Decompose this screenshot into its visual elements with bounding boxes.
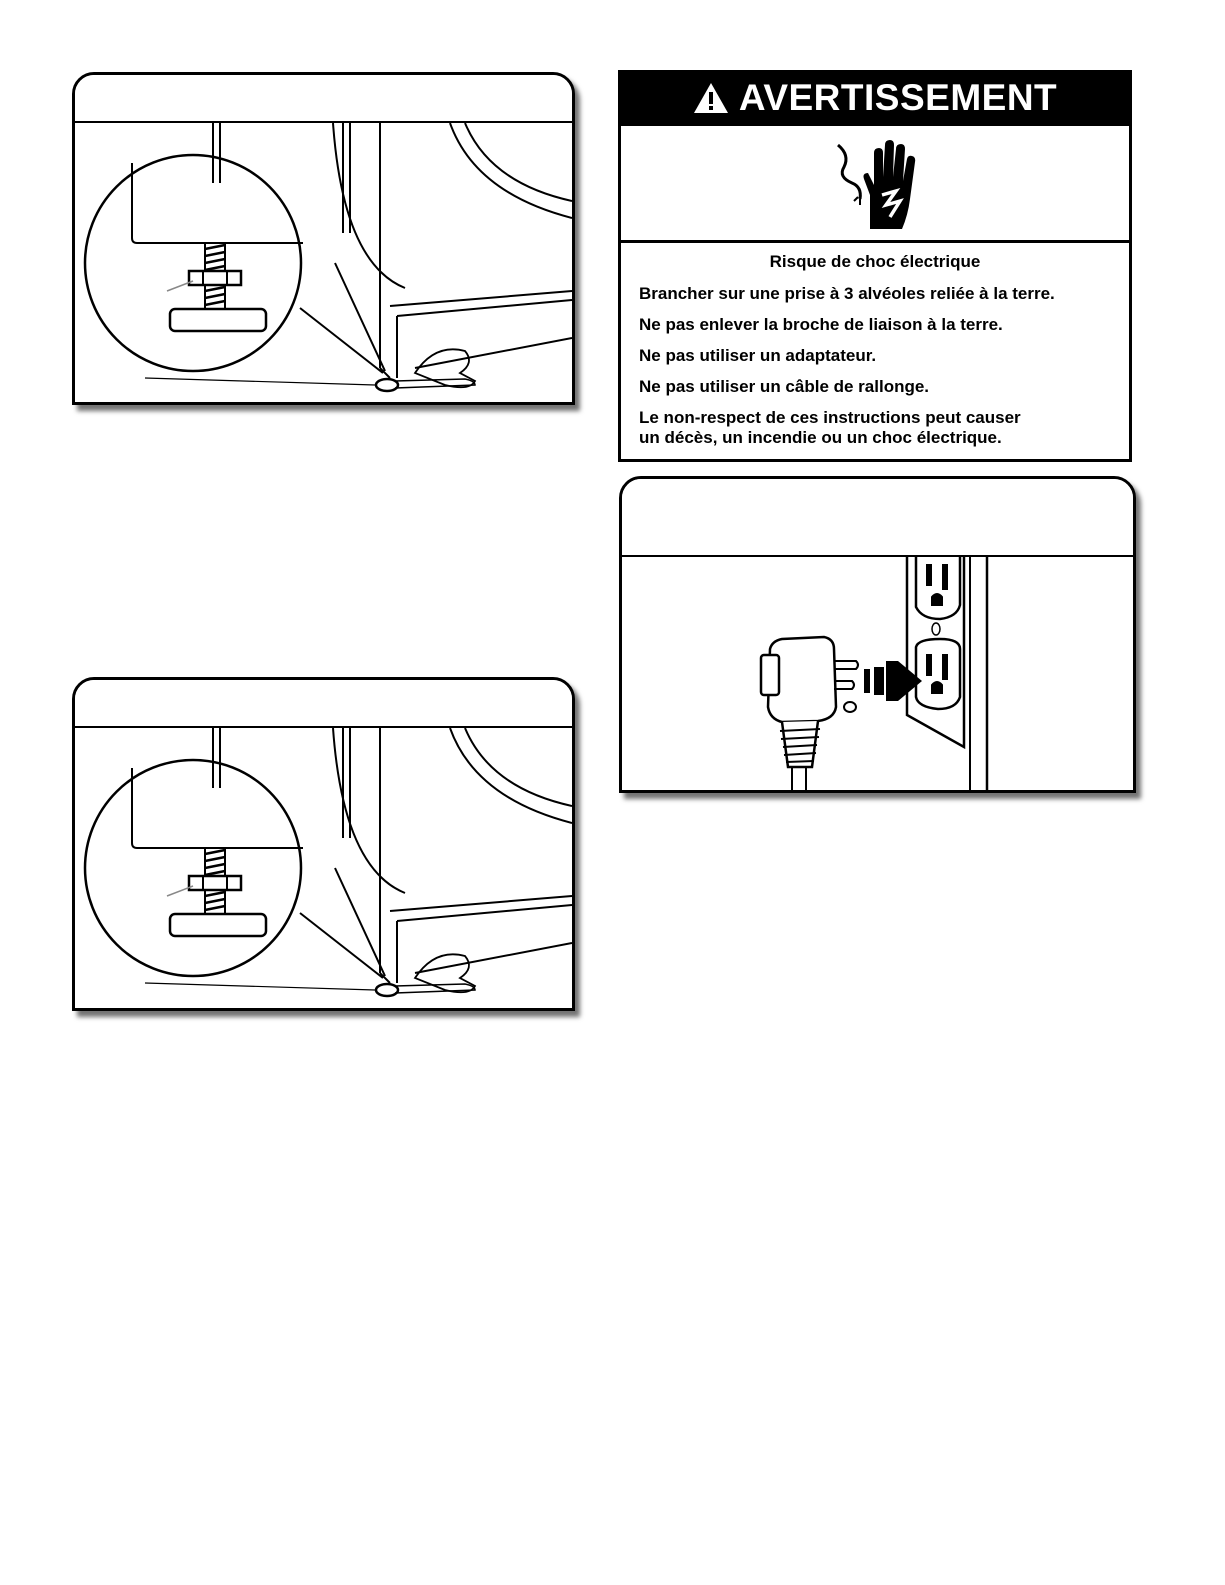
warning-text bbox=[621, 243, 1129, 448]
warning-consequence bbox=[639, 408, 1129, 448]
warning-icon-area bbox=[621, 123, 1129, 243]
electrical-shock-warning bbox=[618, 70, 1132, 462]
outlet-plug-figure bbox=[619, 476, 1136, 793]
warning-title: AVERTISSEMENT bbox=[738, 77, 1058, 118]
warning-header bbox=[621, 73, 1129, 123]
figure-caption-bar bbox=[75, 680, 572, 728]
warning-subtitle: Risque de choc électrique bbox=[769, 252, 981, 271]
leveling-foot-illustration bbox=[75, 123, 572, 405]
warning-line: Ne pas utiliser un adaptateur. bbox=[639, 346, 877, 365]
figure-caption-bar bbox=[622, 479, 1133, 557]
warning-consequence-line-2: un décès, un incendie ou un choc électrique. bbox=[639, 428, 1002, 447]
warning-line: Ne pas utiliser un câble de rallonge. bbox=[639, 377, 930, 396]
warning-line: Brancher sur une prise à 3 alvéoles reliée à la terre. bbox=[639, 284, 1055, 303]
warning-triangle-icon bbox=[693, 82, 729, 114]
figure-caption-bar bbox=[75, 75, 572, 123]
plug-outlet-illustration bbox=[622, 557, 1133, 790]
leveling-foot-figure-2 bbox=[72, 677, 575, 1011]
leveling-foot-illustration bbox=[75, 728, 572, 1010]
electric-shock-hand-icon bbox=[830, 135, 920, 231]
leveling-foot-figure-1 bbox=[72, 72, 575, 405]
warning-consequence-line-1: Le non-respect de ces instructions peut causer bbox=[639, 408, 1021, 427]
warning-line: Ne pas enlever la broche de liaison à la terre. bbox=[639, 315, 1003, 334]
